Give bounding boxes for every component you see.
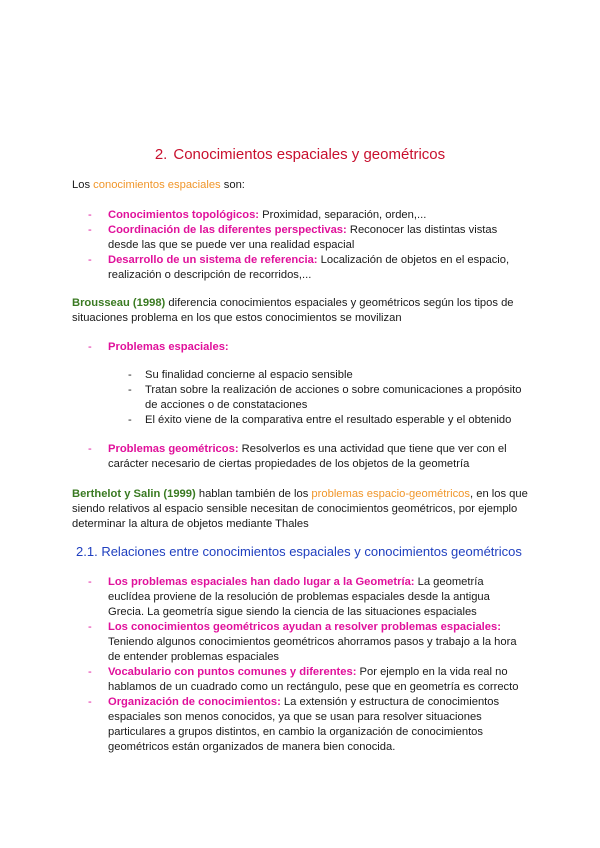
intro-highlight: conocimientos espaciales: [93, 179, 221, 191]
list-item-text: La extensión y estructura de conocimientos espaciales son menos conocidos, ya que se usan para resolver situaciones particulares a grupos distintos, en cambio la organización de conocimientos geométricos están organizados de manera bien conocida.: [108, 696, 500, 753]
list-item-text: Por ejemplo en la vida real no hablamos de un cuadrado como un rectángulo, pese que en geometría es correcto: [108, 666, 519, 693]
list-item-term: Conocimientos topológicos:: [108, 209, 260, 221]
title-number: 2.: [154, 146, 168, 163]
list-item-term: Problemas geométricos:: [108, 443, 239, 455]
bullet-dash: -: [88, 341, 92, 353]
page-title: [0, 146, 600, 163]
bullet-dash: -: [88, 621, 92, 633]
bullet-dash: -: [88, 696, 92, 708]
list-item: [88, 253, 528, 283]
list-item-term: Los conocimientos geométricos ayudan a resolver problemas espaciales:: [108, 621, 501, 633]
list-item-term: Coordinación de las diferentes perspectivas:: [108, 224, 347, 236]
intro-paragraph: [72, 178, 532, 193]
title-text: Conocimientos espaciales y geométricos: [173, 146, 446, 163]
sublist-item-text: Su finalidad concierne al espacio sensible: [145, 369, 353, 381]
berthelot-paragraph: [72, 487, 532, 532]
bullet-dash: -: [88, 209, 92, 221]
list-item-term: Organización de conocimientos:: [108, 696, 281, 708]
list-item-text: La geometría euclídea proviene de la resolución de problemas espaciales desde la antigua Grecia. La geometría sigue siendo la ciencia de las situaciones espaciales: [108, 576, 490, 618]
intro-suffix: son:: [220, 179, 245, 191]
list-item-term: Los problemas espaciales han dado lugar a la Geometría:: [108, 576, 415, 588]
paragraph-text: hablan también de los: [195, 488, 312, 500]
relations-list: [88, 575, 528, 755]
sublist-item: [128, 413, 528, 428]
brousseau-paragraph: [72, 296, 532, 326]
list-item-term: Desarrollo de un sistema de referencia:: [108, 254, 318, 266]
list-item-term: Problemas espaciales:: [108, 341, 229, 353]
sublist-item: [128, 383, 528, 413]
list-item-term: Vocabulario con puntos comunes y diferentes:: [108, 666, 357, 678]
bullet-dash: -: [128, 384, 132, 396]
sublist-item-text: El éxito viene de la comparativa entre el resultado esperable y el obtenido: [145, 414, 512, 426]
section-heading: [76, 544, 576, 559]
section-title: Relaciones entre conocimientos espaciales y conocimientos geométricos: [101, 544, 522, 559]
bullet-dash: -: [88, 666, 92, 678]
paragraph-text: , en los que siendo relativos al espacio sensible necesitan de conocimientos geométricos, por ejemplo determinar la altura de objetos mediante Thales: [72, 488, 528, 530]
list-item-text: Resolverlos es una actividad que tiene que ver con el carácter necesario de ciertas propiedades de los objetos de la geometría: [108, 443, 507, 470]
section-number: 2.1.: [76, 544, 98, 559]
bullet-dash: -: [88, 224, 92, 236]
author-citation: Brousseau (1998): [72, 297, 166, 309]
bullet-dash: -: [128, 369, 132, 381]
list-item-text: Proximidad, separación, orden,...: [259, 209, 427, 221]
geometric-problems-list: [88, 442, 528, 472]
list-item: [88, 223, 528, 253]
intro-prefix: Los: [72, 179, 94, 191]
spatial-problems-heading: [88, 340, 528, 355]
bullet-dash: -: [128, 414, 132, 426]
bullet-dash: -: [88, 254, 92, 266]
author-citation: Berthelot y Salin (1999): [72, 488, 196, 500]
list-item: [88, 340, 528, 355]
list-item-text: Reconocer las distintas vistas desde las que se puede ver una realidad espacial: [108, 224, 498, 251]
list-item: [88, 575, 528, 620]
list-item: [88, 442, 528, 472]
list-item: [88, 208, 528, 223]
list-item: [88, 695, 528, 755]
list-item-text: Teniendo algunos conocimientos geométricos ahorramos pasos y trabajo a la hora de entender problemas espaciales: [108, 636, 517, 663]
spatial-knowledge-list: [88, 208, 528, 283]
bullet-dash: -: [88, 576, 92, 588]
bullet-dash: -: [88, 443, 92, 455]
paragraph-text: diferencia conocimientos espaciales y geométricos según los tipos de situaciones problema en los que estos conocimientos se movilizan: [72, 297, 514, 324]
list-item-text: Localización de objetos en el espacio, realización o descripción de recorridos,...: [108, 254, 510, 281]
list-item: [88, 620, 528, 665]
sublist-item-text: Tratan sobre la realización de acciones o sobre comunicaciones a propósito de acciones o de constataciones: [145, 384, 522, 411]
spatial-problems-sublist: [128, 368, 528, 428]
sublist-item: [128, 368, 528, 383]
list-item: [88, 665, 528, 695]
paragraph-highlight: problemas espacio-geométricos: [311, 488, 470, 500]
